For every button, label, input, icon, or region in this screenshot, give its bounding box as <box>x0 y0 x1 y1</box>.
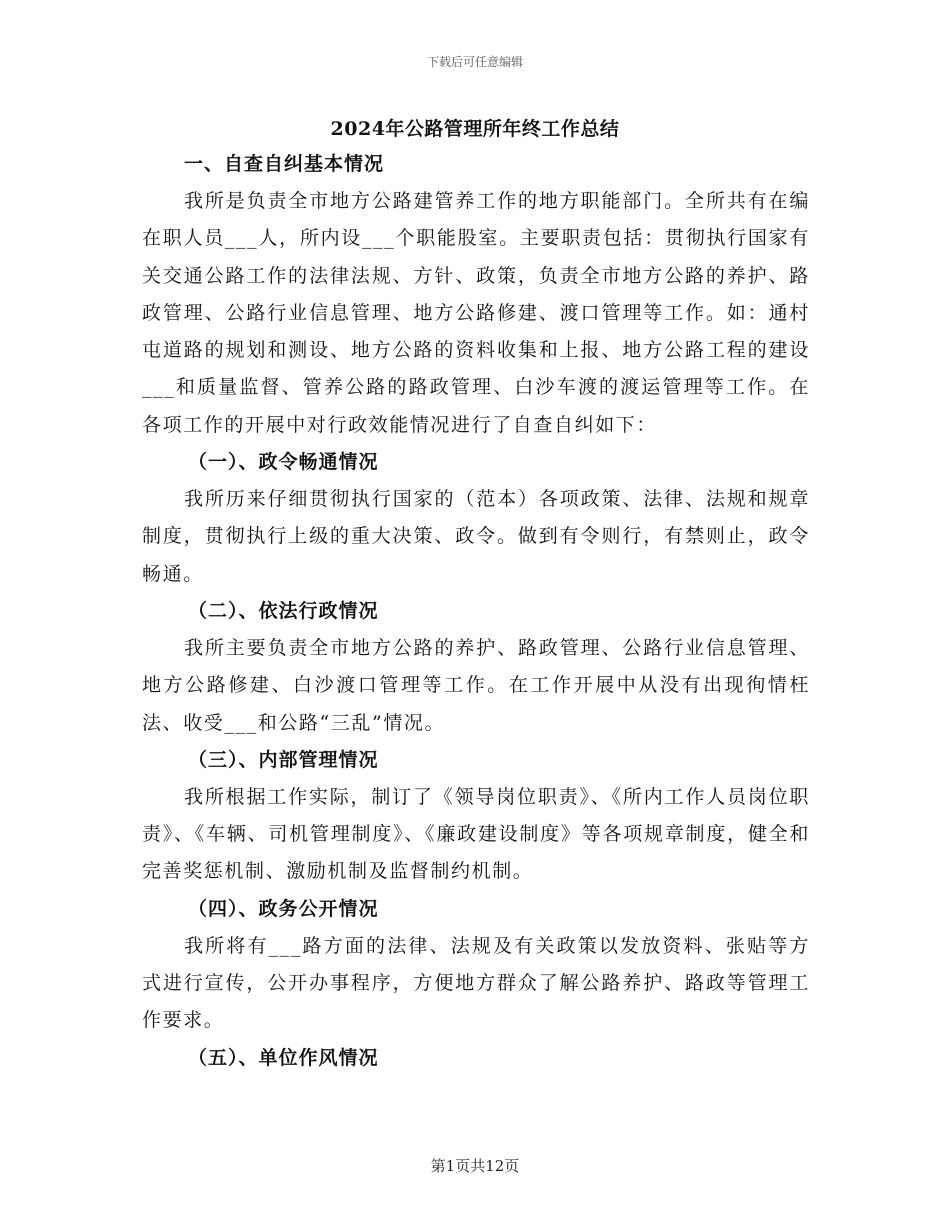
header-note: 下载后可任意编辑 <box>426 55 523 69</box>
subsection-paragraph: 我所主要负责全市地方公路的养护、路政管理、公路行业信息管理、地方公路修建、白沙渡口管理等工作。在工作开展中从没有出现徇情枉法、收受___和公路“三乱”情况。 <box>142 636 810 734</box>
document-title: 2024年公路管理所年终工作总结 <box>330 118 620 140</box>
subsection-heading: （一）、政令畅通情况 <box>188 451 379 474</box>
subsection-paragraph: 我所将有___路方面的法律、法规及有关政策以发放资料、张贴等方式进行宣传，公开办事程序，方便地方群众了解公路养护、路政等管理工作要求。 <box>142 934 810 1032</box>
section-paragraph: 我所是负责全市地方公路建管养工作的地方职能部门。全所共有在编在职人员___人，所内设___个职能股室。主要职责包括：贯彻执行国家有关交通公路工作的法律法规、方针、政策，负责全市地方公路的养护、路政管理、公路行业信息管理、地方公路修建、渡口管理等工作。如：通村屯道路的规划和测设、地方公路的资料收集和上报、地方公路工程的建设___和质量监督、管养公路的路政管理、白沙车渡的渡运管理等工作。在各项工作的开展中对行政效能情况进行了自查自纠如下： <box>142 190 810 436</box>
page-footer: 第1页共12页 <box>430 1157 520 1175</box>
section-heading: 一、自查自纠基本情况 <box>184 153 385 175</box>
subsection-paragraph: 我所历来仔细贯彻执行国家的（范本）各项政策、法律、法规和规章制度，贯彻执行上级的重大决策、政令。做到有令则行，有禁则止，政令畅通。 <box>142 488 810 585</box>
subsection-paragraph: 我所根据工作实际，制订了《领导岗位职责》、《所内工作人员岗位职责》、《车辆、司机管理制度》、《廉政建设制度》等各项规章制度，健全和完善奖惩机制、激励机制及监督制约机制。 <box>142 785 810 883</box>
subsection-heading: （四）、政务公开情况 <box>188 897 379 920</box>
subsection-heading: （五）、单位作风情况 <box>188 1046 379 1069</box>
subsection-heading: （二）、依法行政情况 <box>188 599 379 622</box>
document-body <box>142 146 810 1077</box>
subsection-heading: （三）、内部管理情况 <box>188 748 379 771</box>
